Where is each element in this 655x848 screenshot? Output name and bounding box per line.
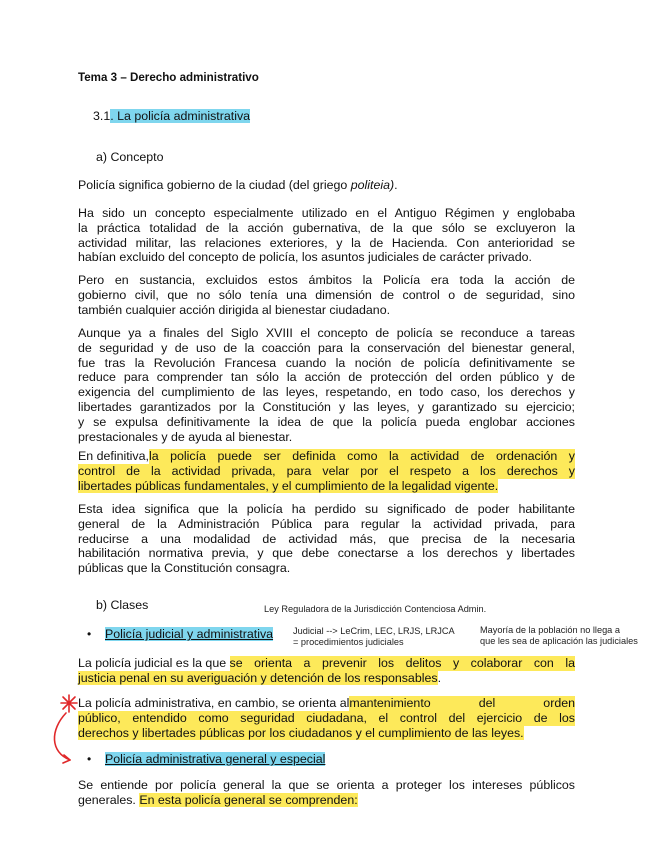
- p4-line: Aunque ya a finales del Siglo XVIII el concepto de policía se reconduce a tareas: [78, 326, 575, 340]
- paragraph-8-administrativa: [78, 696, 575, 740]
- p6-line: públicas que la Constitución consagra.: [78, 561, 291, 576]
- p7-line-1: [78, 656, 575, 671]
- p6-line: reducirse a una modalidad de actividad más, que precisa de la necesaria: [78, 531, 575, 546]
- paragraph-6: [78, 502, 575, 576]
- p7-highlight: justicia penal en su averiguación y detención de los responsables: [78, 670, 438, 685]
- bullet1-label: Policía judicial y administrativa: [105, 627, 274, 641]
- note-judicial-line: = procedimientos judiciales: [293, 636, 404, 647]
- p4-line: reduce para comprender tan sólo la acción de protección del orden público y de: [78, 370, 575, 385]
- note-mayoria-line: Mayoría de la población no llega a: [480, 625, 620, 635]
- p2-line: la práctica totalidad de la acción gubernativa, de la que sólo se excluyeron la: [78, 220, 575, 235]
- bullet-policia-judicial: [105, 627, 273, 642]
- section-number: 3.1: [93, 109, 111, 123]
- p5-highlight: libertades públicas fundamentales, y el cumplimiento de la legalidad vigente.: [78, 478, 499, 493]
- subheading-clases: b) Clases: [96, 598, 149, 612]
- p3-line: gobierno civil, que no sólo tenía una dimensión de control o de seguridad, sino: [78, 287, 575, 302]
- paragraph-2: [78, 206, 575, 265]
- paragraph-9: [78, 778, 575, 808]
- p8-highlight: derechos y libertades públicas por los ciudadanos y el cumplimiento de las leyes.: [78, 725, 524, 740]
- p8-line-1: [78, 696, 575, 711]
- p4-line: exigencia del cumplimiento de las leyes, respetando, en todo caso, los derechos y: [78, 385, 575, 400]
- handwritten-note-ley: Ley Reguladora de la Jurisdicción Contenciosa Admin.: [264, 604, 487, 614]
- section-heading-text: . La policía administrativa: [110, 109, 251, 123]
- p5-highlight: control de la actividad privada, para velar por el respeto a los derechos y: [78, 463, 575, 478]
- p3-line: también cualquier acción dirigida al bienestar ciudadano.: [78, 302, 391, 317]
- p8-highlight: mantenimiento del orden: [349, 696, 575, 710]
- p2-line: Ha sido un concepto especialmente utilizado en el Antiguo Régimen y englobaba: [78, 206, 575, 220]
- note-mayoria-line: que les sea de aplicación las judiciales: [480, 635, 638, 646]
- p5-line-1: [78, 449, 575, 464]
- p8-text: La policía administrativa, en cambio, se orienta al: [78, 696, 350, 710]
- p9-text: generales.: [78, 792, 140, 807]
- p7-end: .: [437, 670, 442, 685]
- p5-lead: En definitiva,: [78, 449, 149, 463]
- p1-end: .: [394, 178, 398, 192]
- bullet2-label: Policía administrativa general y especial: [105, 752, 326, 766]
- bullet-icon: •: [87, 752, 92, 766]
- p7-highlight: se orienta a prevenir los delitos y colaborar con la: [229, 656, 575, 670]
- subheading-concepto: a) Concepto: [96, 150, 164, 164]
- p3-line: Pero en sustancia, excluidos estos ámbitos la Policía era toda la acción de: [78, 273, 575, 287]
- p9-line: Se entiende por policía general la que se orienta a proteger los intereses públicos: [78, 778, 575, 792]
- page-title: Tema 3 – Derecho administrativo: [78, 71, 259, 84]
- p1-text: Policía significa gobierno de la ciudad (del griego: [78, 178, 351, 192]
- paragraph-7-judicial: [78, 656, 575, 686]
- section-heading: [93, 109, 250, 124]
- note-judicial-line: Judicial --> LeCrim, LEC, LRJS, LRJCA: [293, 626, 455, 636]
- p7-text: La policía judicial es la que: [78, 656, 230, 670]
- p2-line: actividad militar, las relaciones exteriores, y la de Hacienda. Con anterioridad se: [78, 235, 575, 250]
- paragraph-5-definition: [78, 449, 575, 493]
- paragraph-4: [78, 326, 575, 444]
- p2-line: habían excluido del concepto de policía, los asuntos judiciales de carácter privado.: [78, 250, 532, 265]
- p5-highlight: la policía puede ser definida como la actividad de ordenación y: [148, 449, 575, 463]
- bullet-policia-general: [105, 752, 325, 767]
- p4-line: libertades garantizados por la Constitución y las leyes, y garantizado su ejercicio;: [78, 399, 575, 414]
- p9-highlight: En esta policía general se comprenden:: [139, 792, 358, 807]
- handwritten-note-mayoria: [480, 625, 638, 646]
- handwritten-note-judicial: [293, 626, 455, 647]
- paragraph-1: [78, 178, 398, 193]
- paragraph-3: [78, 273, 575, 317]
- p8-highlight: público, entendido como seguridad ciudadana, el control del ejercicio de los: [78, 710, 575, 725]
- p4-line: y se expulsa definitivamente la idea de que la policía pueda englobar acciones: [78, 414, 575, 429]
- p4-line: prestacionales y de ayuda al bienestar.: [78, 429, 293, 444]
- p6-line: habilitación normativa previa, y que debe conectarse a los derechos y libertades: [78, 546, 575, 561]
- p4-line: de seguridad y de uso de la coacción para la conservación del bienestar general,: [78, 340, 575, 355]
- p6-line: general de la Administración Pública para regular la actividad privada, para: [78, 516, 575, 531]
- p6-line: Esta idea significa que la policía ha perdido su significado de poder habilitante: [78, 502, 575, 516]
- p4-line: fue tras la Revolución Francesa cuando la noción de policía definitivamente se: [78, 355, 575, 370]
- bullet-icon: •: [87, 627, 92, 641]
- p1-italic: politeia): [350, 178, 395, 192]
